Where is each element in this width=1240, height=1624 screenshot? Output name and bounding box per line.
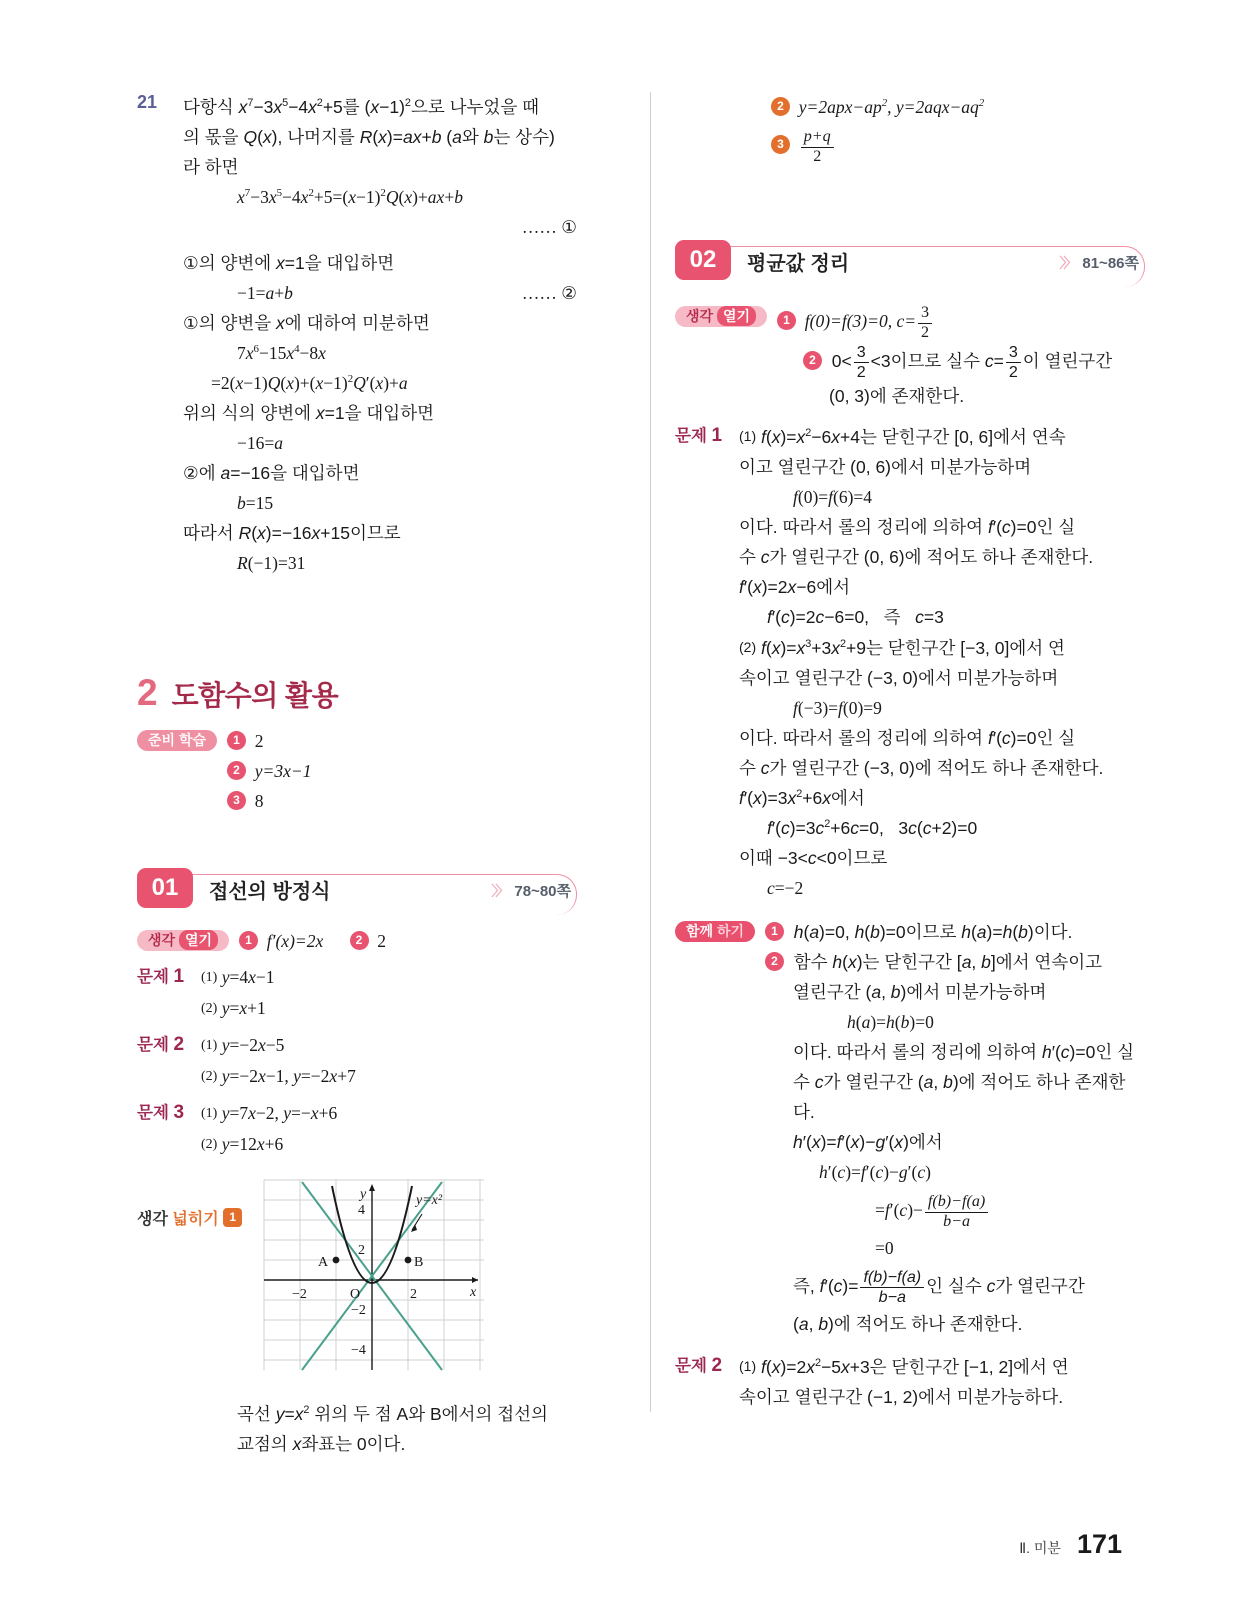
q1-p2-line-2: 속이고 열린구간 (−3, 0)에서 미분가능하며 bbox=[739, 668, 1059, 689]
bullet-2-icon: 2 bbox=[350, 931, 369, 950]
q1-p1-line-2: 이고 열린구간 (0, 6)에서 미분가능하며 bbox=[739, 457, 1032, 478]
think-open-word1-right: 생각 bbox=[686, 308, 714, 324]
section-02-title: 평균값 정리 bbox=[747, 253, 850, 275]
prep-study-tag-word1: 준비 bbox=[148, 732, 176, 748]
left-column bbox=[137, 92, 577, 1459]
origin-label: O bbox=[350, 1287, 361, 1302]
question-1-number-right: 1 bbox=[711, 425, 723, 447]
question-1-label-text: 문제 bbox=[137, 968, 169, 986]
q1-p2-line-5: 수 c가 열린구간 (−3, 0)에 적어도 하나 존재한다. bbox=[739, 758, 1104, 779]
right-top-item-2: 2 $y=2apx-ap^2$, $y=2aqx-aq^2$ bbox=[771, 92, 1145, 122]
problem-21-step-1: ①의 양변에 x=1을 대입하면 bbox=[183, 253, 395, 273]
prep-item-3 bbox=[227, 786, 577, 816]
question-2-label-text: 문제 bbox=[137, 1036, 169, 1054]
problem-21-line-2: 의 몫을 Q(x), 나머지를 R(x)=ax+b (a와 b는 상수) bbox=[183, 127, 555, 147]
together-line-4: 이다. 따라서 롤의 정리에 의하여 h′(c)=0인 실 bbox=[793, 1042, 1134, 1063]
right-column bbox=[650, 92, 1145, 1412]
prep-item-1 bbox=[227, 726, 577, 756]
bullet-1-icon: 1 bbox=[765, 922, 784, 941]
question-1-label-text-right: 문제 bbox=[675, 427, 707, 446]
q1-p2-line-7: $f'(c)=3c^2+6c=0$, 3c(c+2)=0 bbox=[767, 818, 978, 839]
figure-caption bbox=[137, 1399, 577, 1459]
q1-p1-line-6: f′(x)=2x−6에서 bbox=[739, 577, 851, 598]
x-axis-label: x bbox=[470, 1285, 477, 1300]
together-line-5: 수 c가 열린구간 (a, b)에 적어도 하나 존재한다. bbox=[793, 1072, 1126, 1123]
problem-21-eq-1: $x^7-3x^5-4x^2+5=(x-1)^2Q(x)+ax+b$ bbox=[237, 187, 463, 207]
problem-21-step-2: ①의 양변을 x에 대하여 미분하면 bbox=[183, 313, 430, 333]
think-open-item-2-right: 2 0< $\frac{3}{2}$ <3이므로 실수 c= $\frac{3}{2}$ 이 열린구간 bbox=[777, 342, 1145, 381]
together-item-1: 1 h(a)=0, h(b)=0이므로 h(a)=h(b)이다. bbox=[765, 917, 1145, 947]
q1-p2-line-6: $f'(x)=3x^2+6x$에서 bbox=[739, 788, 865, 809]
figure-svg bbox=[254, 1172, 494, 1382]
bullet-2-icon: 2 bbox=[765, 952, 784, 971]
q1-p2-line-9: c=−2 bbox=[767, 878, 804, 899]
bullet-2-icon: 2 bbox=[227, 761, 246, 780]
chevron-right-icon: 〉〉 bbox=[1059, 254, 1075, 271]
question-1-answer-2-left: (2) y=x+1 bbox=[201, 998, 266, 1018]
question-1-label-left bbox=[137, 962, 201, 1024]
y-axis-arrow bbox=[369, 1184, 375, 1191]
question-2-number-right: 2 bbox=[711, 1355, 723, 1377]
q1-p1-line-4: 이다. 따라서 롤의 정리에 의하여 f′(c)=0인 실 bbox=[739, 517, 1076, 538]
q1-p1-line-3: f(0)=f(6)=4 bbox=[793, 487, 873, 508]
question-3-number: 3 bbox=[173, 1102, 185, 1123]
prep-study-tag-word2: 학습 bbox=[178, 732, 207, 748]
q1-p2-line-3: f(−3)=f(0)=9 bbox=[793, 698, 882, 719]
think-open-item-2-line2-right: (0, 3)에 존재한다. bbox=[829, 386, 965, 407]
question-2-label-right bbox=[675, 1351, 739, 1412]
point-b bbox=[405, 1257, 412, 1264]
section-02-header bbox=[675, 240, 1145, 286]
page-footer bbox=[1019, 1529, 1122, 1560]
think-open-word1-left: 생각 bbox=[148, 932, 176, 948]
chapter-title: 도함수의 활용 bbox=[171, 680, 339, 711]
question-3-answer-1-left: (1) y=7x−2, y=−x+6 bbox=[201, 1103, 338, 1123]
think-open-tag-left bbox=[137, 930, 229, 951]
xtick-neg2: −2 bbox=[292, 1287, 308, 1302]
think-open-word2-right: 열기 bbox=[717, 306, 756, 326]
prep-item-3-value: 8 bbox=[254, 791, 264, 811]
q2-line-1: (1) $f(x)=2x^2-5x+3$은 닫힌구간 [−1, 2]에서 연 bbox=[739, 1357, 1069, 1378]
prep-item-2: 2 y=3x−1 bbox=[227, 756, 577, 786]
ytick-neg2: −2 bbox=[351, 1303, 367, 1318]
problem-21-step-3: 위의 식의 양변에 x=1을 대입하면 bbox=[183, 403, 435, 423]
think-open-tag-right bbox=[675, 306, 767, 327]
question-2-number: 2 bbox=[173, 1034, 185, 1055]
question-3-label-text: 문제 bbox=[137, 1104, 169, 1122]
question-1-number: 1 bbox=[173, 966, 185, 987]
together-line-7: h′(c)=f′(c)−g′(c) bbox=[819, 1162, 931, 1183]
q2-line-2: 속이고 열린구간 (−1, 2)에서 미분가능하다. bbox=[739, 1387, 1064, 1408]
section-01-pages bbox=[491, 880, 571, 901]
together-line-8: =f′(c)− $\frac{f(b)-f(a)}{b-a}$ bbox=[765, 1187, 1145, 1233]
problem-21-step-5: 따라서 R(x)=−16x+15이므로 bbox=[183, 523, 401, 543]
think-open-word2-left: 열기 bbox=[179, 930, 218, 950]
q1-p1-line-5: 수 c가 열린구간 (0, 6)에 적어도 하나 존재한다. bbox=[739, 547, 1094, 568]
ytick-neg4: −4 bbox=[351, 1343, 367, 1358]
together-line-9: =0 bbox=[875, 1238, 894, 1259]
together-line-6: h′(x)=f′(x)−g′(x)에서 bbox=[793, 1132, 943, 1153]
bullet-2-icon: 2 bbox=[803, 351, 822, 370]
together-tag bbox=[675, 921, 755, 942]
question-row-1-left bbox=[137, 962, 577, 1024]
section-02-badge: 02 bbox=[675, 240, 731, 280]
q1-p1-line-7: f′(c)=2c−6=0, 즉 c=3 bbox=[767, 607, 944, 628]
question-row-3-left bbox=[137, 1098, 577, 1160]
together-word1: 함께 bbox=[686, 923, 714, 940]
section-01-title: 접선의 방정식 bbox=[209, 881, 331, 903]
parabola-tangent-figure bbox=[254, 1172, 494, 1387]
prep-study-block bbox=[137, 726, 577, 816]
think-open-items-left: 1 f′(x)=2x 2 2 bbox=[239, 926, 577, 956]
problem-21-eq-6: b=15 bbox=[237, 493, 274, 513]
xtick-2: 2 bbox=[410, 1287, 418, 1302]
bullet-1-icon: 1 bbox=[239, 931, 258, 950]
together-item-2: 2 함수 h(x)는 닫힌구간 [a, b]에서 연속이고 bbox=[765, 947, 1145, 977]
problem-21-line-1: 다항식 $x^7-3x^5-4x^2+5$를 $(x-1)^2$으로 나누었을 때 bbox=[183, 97, 540, 117]
q1-p1-line-1: (1) $f(x)=x^2-6x+4$는 닫힌구간 [0, 6]에서 연속 bbox=[739, 427, 1066, 448]
think-expand-block bbox=[137, 1172, 577, 1387]
section-02-pages-text: 81~86쪽 bbox=[1082, 255, 1139, 272]
point-b-label: B bbox=[414, 1255, 424, 1270]
problem-21-step-4: ②에 a=−16을 대입하면 bbox=[183, 463, 360, 483]
together-line-11: (a, b)에 적어도 하나 존재한다. bbox=[793, 1314, 1023, 1335]
question-2-answer-2-left: (2) y=−2x−1, y=−2x+7 bbox=[201, 1066, 356, 1086]
grid-lines bbox=[264, 1180, 484, 1370]
question-3-answer-2-left: (2) y=12x+6 bbox=[201, 1134, 284, 1154]
question-row-2-right bbox=[675, 1351, 1145, 1412]
think-expand-word1: 생각 bbox=[137, 1211, 168, 1228]
section-01-header bbox=[137, 868, 577, 914]
problem-21-ref-2: …… ② bbox=[521, 283, 577, 303]
q1-p2-line-8: 이때 −3<c<0이므로 bbox=[739, 848, 888, 869]
bullet-1-icon: 1 bbox=[227, 731, 246, 750]
together-line-2: 열린구간 (a, b)에서 미분가능하며 bbox=[793, 982, 1047, 1003]
question-1-answer-1-left: (1) y=4x−1 bbox=[201, 967, 275, 987]
problem-21-eq-5: −16=a bbox=[237, 433, 283, 453]
page-number: 171 bbox=[1076, 1529, 1122, 1559]
figure-caption-line-1: 곡선 $y=x^2$ 위의 두 점 A와 B에서의 접선의 bbox=[237, 1404, 548, 1424]
think-expand-tag bbox=[137, 1172, 242, 1229]
think-open-block-right bbox=[675, 302, 1145, 411]
prep-study-tag bbox=[137, 730, 217, 751]
question-2-label-text-right: 문제 bbox=[675, 1357, 707, 1376]
problem-21-ref-1: …… ① bbox=[521, 217, 577, 237]
bullet-1-icon: 1 bbox=[223, 1208, 242, 1227]
problem-21 bbox=[137, 92, 577, 578]
question-1-label-right bbox=[675, 421, 739, 903]
figure-caption-line-2: 교점의 x좌표는 0이다. bbox=[237, 1434, 406, 1454]
bullet-1-icon: 1 bbox=[777, 311, 796, 330]
think-expand-word2: 넓히기 bbox=[172, 1211, 219, 1228]
question-row-1-right bbox=[675, 421, 1145, 903]
label-leader-arrow bbox=[411, 1224, 417, 1232]
think-open-item-1-right: 1 f(0)=f(3)=0, c= $\frac{3}{2}$ bbox=[777, 302, 1145, 342]
together-block bbox=[675, 917, 1145, 1339]
bullet-3-icon: 3 bbox=[771, 135, 790, 154]
footer-chapter-label: Ⅱ. 미분 bbox=[1019, 1540, 1061, 1556]
problem-21-line-3: 라 하면 bbox=[183, 157, 239, 177]
bullet-3-icon: 3 bbox=[227, 791, 246, 810]
problem-21-eq-7: R(−1)=31 bbox=[237, 553, 306, 573]
section-01-badge: 01 bbox=[137, 868, 193, 908]
question-2-label-left bbox=[137, 1030, 201, 1092]
ytick-2: 2 bbox=[358, 1243, 366, 1258]
together-word2: 하기 bbox=[716, 923, 745, 940]
x-axis-arrow bbox=[472, 1277, 478, 1283]
q1-p2-line-1: (2) $f(x)=x^3+3x^2+9$는 닫힌구간 [−3, 0]에서 연 bbox=[739, 638, 1065, 659]
chapter-heading bbox=[137, 674, 577, 714]
together-line-3: h(a)=h(b)=0 bbox=[847, 1012, 934, 1033]
chapter-number: 2 bbox=[137, 672, 158, 713]
section-01-pages-text: 78~80쪽 bbox=[514, 883, 571, 900]
continued-items bbox=[675, 92, 1145, 166]
problem-21-number: 21 bbox=[137, 92, 158, 112]
problem-21-eq-2: −1=a+b bbox=[237, 283, 293, 303]
right-top-item-3: 3 $\frac{p+q}{2}$ bbox=[771, 128, 1145, 166]
think-open-item2-left: 2 bbox=[377, 931, 386, 951]
prep-item-1-value: 2 bbox=[254, 731, 264, 751]
y-axis-label: y bbox=[360, 1187, 367, 1202]
chevron-right-icon: 〉〉 bbox=[491, 882, 507, 899]
question-2-answer-1-left: (1) y=−2x−5 bbox=[201, 1035, 285, 1055]
ytick-4: 4 bbox=[358, 1203, 366, 1218]
question-3-label-left bbox=[137, 1098, 201, 1160]
question-row-2-left bbox=[137, 1030, 577, 1092]
section-02-pages bbox=[1059, 252, 1139, 273]
point-a-label: A bbox=[318, 1255, 329, 1270]
q1-p2-line-4: 이다. 따라서 롤의 정리에 의하여 f′(c)=0인 실 bbox=[739, 728, 1076, 749]
together-line-10: 즉, f′(c)= $\frac{f(b)-f(a)}{b-a}$ 인 실수 c가 열린구간 bbox=[793, 1268, 1085, 1306]
curve-equation-label: y=x² bbox=[416, 1193, 443, 1208]
point-a bbox=[333, 1257, 340, 1264]
problem-21-eq-3: $7x^6-15x^4-8x$ bbox=[237, 343, 326, 363]
problem-21-eq-4: $=2(x-1)Q(x)+(x-1)^2Q'(x)+a$ bbox=[211, 373, 408, 393]
bullet-2-icon: 2 bbox=[771, 97, 790, 116]
think-open-block-left bbox=[137, 926, 577, 956]
